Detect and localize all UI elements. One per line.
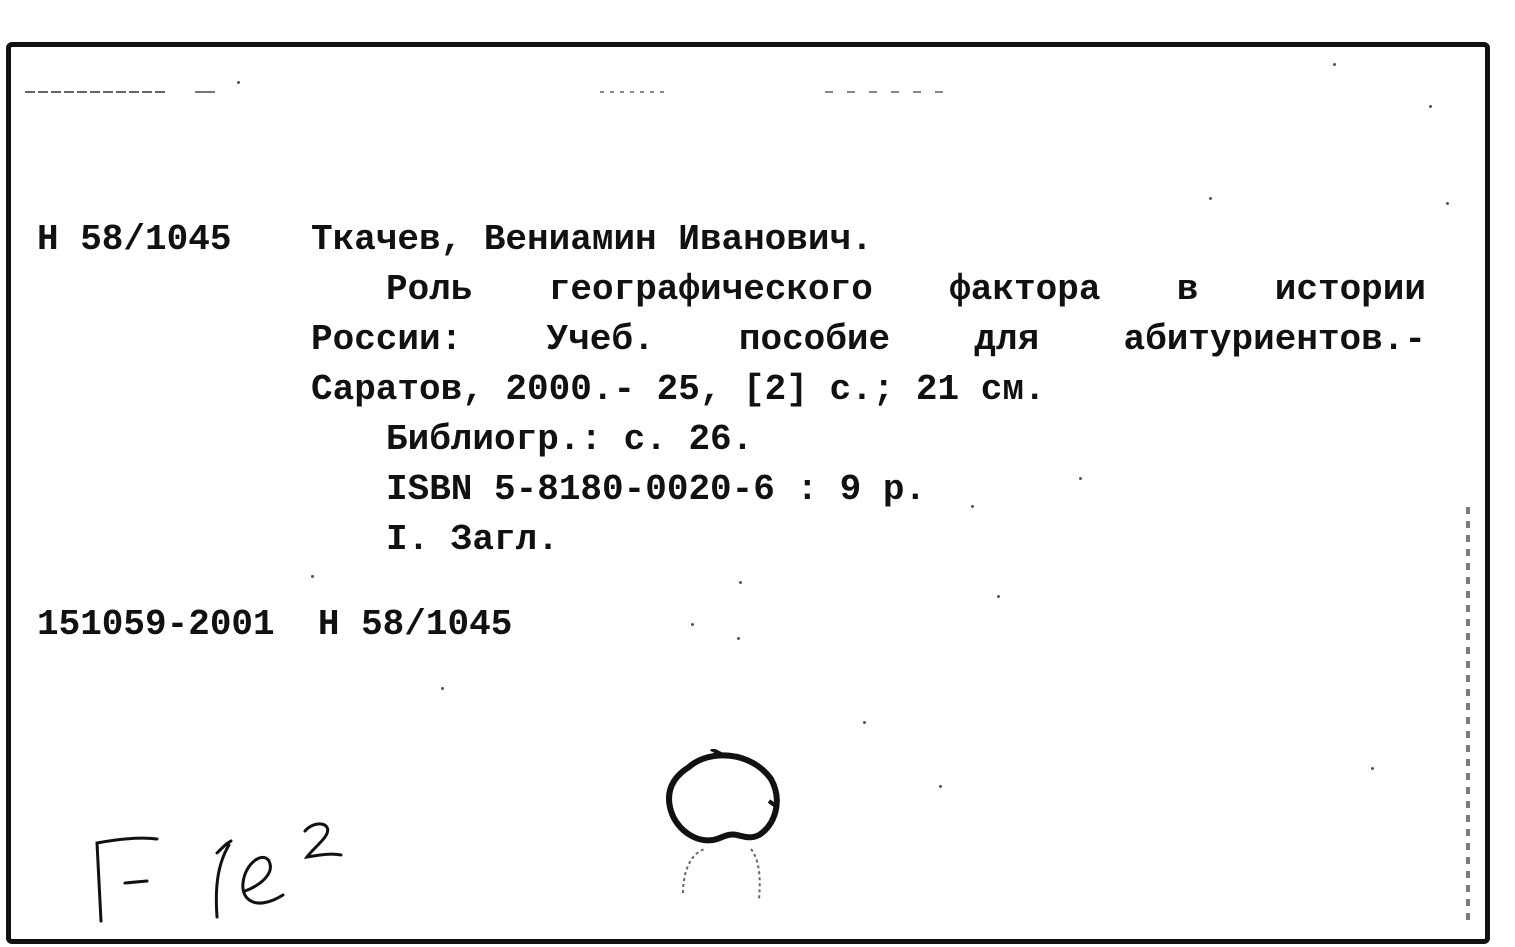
speck — [737, 637, 740, 640]
shelf-mark: Н 58/1045 — [37, 219, 232, 260]
title-line — [311, 315, 1426, 365]
speck — [1079, 477, 1082, 480]
title-word: Роль — [386, 269, 473, 310]
title-word: истории — [1274, 269, 1426, 310]
imprint-text: Саратов, 2000.- 25, [2] с.; 21 см. — [311, 369, 1046, 410]
speck — [863, 721, 866, 724]
speck — [1371, 767, 1374, 770]
title-word: географического — [548, 269, 873, 310]
imprint-line — [311, 365, 1426, 415]
heading-line: I. Загл. — [386, 519, 559, 560]
speck — [997, 595, 1000, 598]
speck — [237, 81, 240, 84]
speck — [1209, 197, 1212, 200]
dashed-rule — [25, 89, 945, 95]
title-description — [311, 265, 1426, 415]
speck — [1333, 63, 1336, 66]
speck — [971, 505, 974, 508]
speck — [1429, 105, 1432, 108]
isbn-line: ISBN 5-8180-0020-6 : 9 р. — [386, 469, 927, 510]
title-word: Учеб. — [546, 319, 655, 360]
catalog-card — [6, 42, 1490, 944]
perforation-edge — [1466, 507, 1470, 927]
title-line — [311, 265, 1426, 315]
title-word: в — [1176, 269, 1199, 310]
speck — [739, 581, 742, 584]
title-word: абитуриентов.- — [1123, 319, 1426, 360]
author-heading: Ткачев, Вениамин Иванович. — [311, 219, 873, 260]
bibliography-note: Библиогр.: с. 26. — [386, 419, 754, 460]
footer-line — [37, 600, 512, 650]
speck — [311, 575, 314, 578]
handwritten-mark — [79, 817, 359, 927]
punch-hole-icon — [659, 749, 789, 909]
speck — [1446, 202, 1449, 205]
speck — [691, 623, 694, 626]
registration-number: 151059-2001 — [37, 604, 275, 645]
title-word: фактора — [949, 269, 1101, 310]
title-word: для — [974, 319, 1040, 360]
speck — [939, 785, 942, 788]
footer-shelf-mark: Н 58/1045 — [317, 604, 513, 645]
title-word: России: — [311, 319, 463, 360]
title-word: пособие — [738, 319, 891, 360]
speck — [441, 687, 444, 690]
